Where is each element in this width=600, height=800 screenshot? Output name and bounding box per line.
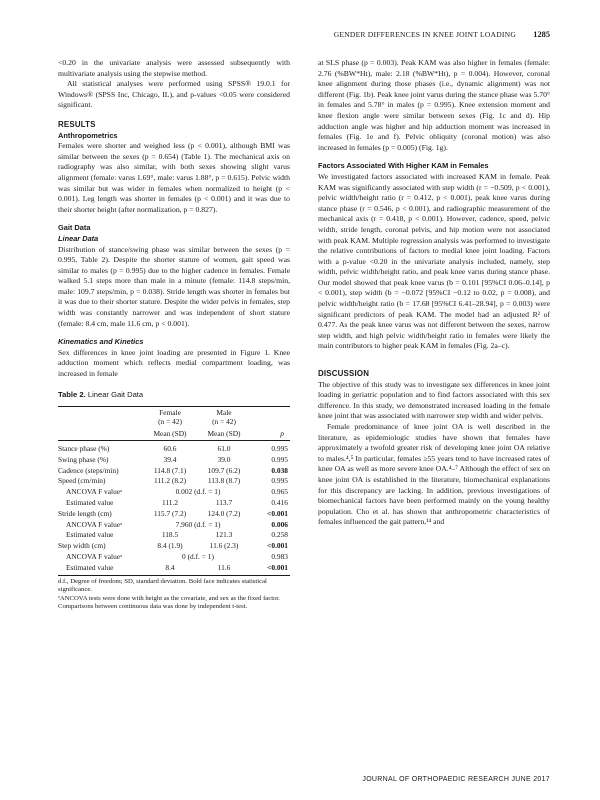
row-label: Step width (cm)	[58, 541, 106, 551]
cell-female: 8.4 (1.9)	[157, 541, 183, 551]
cell-p-value: 0.965	[271, 487, 288, 497]
left-column	[58, 58, 290, 612]
journal-footer: JOURNAL OF ORTHOPAEDIC RESEARCH JUNE 2017	[362, 776, 550, 783]
discussion-heading: DISCUSSION	[318, 369, 370, 379]
row-label: Estimated value	[66, 498, 114, 507]
cell-female: 111.2 (8.2)	[153, 476, 187, 486]
sub-female: Mean (SD)	[144, 428, 196, 440]
linear-data-heading: Linear Data	[58, 233, 99, 243]
page-number: 1285	[533, 30, 550, 39]
paragraph-discussion-2: Female predominance of knee joint OA is well described in the literature, as epidemiologic studies have shown that females have approximately a twofold greater risk of developing knee joint OA relative to males.⁴,⁵ In particular, females ≥55 years tend to have increased rates of knee OA as well as more severe knee OA.⁴–⁷ Although the effect of sex on knee joint OA is established in the literature, biomechanical explanations for this discrepancy are lacking. In addition, previous investigations of biomechanical factors have been performed mainly on the young healthy population. Cho et al. has shown that anthropometric characteristics of females influenced the gait pattern,¹⁴ and	[318, 422, 550, 527]
gait-data-heading: Gait Data	[58, 223, 91, 233]
cell-p-value: 0.416	[271, 498, 288, 507]
cell-male: 11.6 (2.3)	[209, 541, 239, 551]
table-row	[58, 476, 290, 487]
cell-male: 61.0	[217, 444, 231, 454]
col-female-header: Female (n = 42)	[144, 406, 196, 428]
ancova-value: 0.002 (d.f. = 1)	[175, 487, 221, 497]
paragraph-linear-data: Distribution of stance/swing phase was similar between the sexes (p = 0.995, Table 2). Despite the shorter stature of women, gait speed was similar to males (p = 0.995) due to the higher cadence in females. Female walked 5.1 steps more than male in a minute (female: 114.8 steps/min, male: 109.7 steps/min, p = 0.038). Stride length was shorter in females but it was due to their shorter stature. Despite the wider pelvis in females, step width was constantly narrower and was independent of short stature (female: 8.4 cm, male 11.6 cm, p < 0.001).	[58, 244, 290, 328]
cell-female: 60.6	[163, 444, 177, 454]
kinematics-heading: Kinematics and Kinetics	[58, 337, 144, 347]
cell-male: 109.7 (6.2)	[207, 465, 241, 475]
table-row	[58, 454, 290, 465]
row-label: ANCOVA F valueᵃ	[66, 519, 123, 529]
cell-female: 114.8 (7.1)	[153, 465, 187, 475]
cell-p-value: <0.001	[267, 508, 288, 518]
table-row	[58, 541, 290, 552]
table-caption-text: Linear Gait Data	[87, 389, 144, 399]
table-caption-label: Table 2.	[58, 389, 86, 399]
table-row	[58, 508, 290, 519]
table-note-abbrev: d.f., Degree of freedom; SD, standard deviation. Bold face indicates statistical significance.	[58, 577, 267, 594]
table-row	[58, 519, 290, 530]
cell-p-value: 0.995	[271, 454, 288, 464]
row-label: Stance phase (%)	[58, 444, 110, 454]
row-label: Stride length (cm)	[58, 508, 112, 518]
row-label: ANCOVA F valueᵃ	[66, 487, 123, 497]
cell-p-value: 0.995	[271, 444, 288, 454]
paragraph-statistics: All statistical analyses were performed using SPSS® 19.0.1 for Windows® (SPSS Inc, Chicago, IL), and p-values <0.05 were considered significant.	[58, 79, 290, 110]
cell-female: 118.5	[161, 530, 179, 540]
anthropometrics-heading: Anthropometrics	[58, 130, 118, 140]
table-note-ancova: ᵃANCOVA tests were done with height as the covariate, and sex as the fixed factor. Comparisons between continuous data was done by independent t-test.	[58, 594, 280, 611]
right-column	[318, 58, 550, 528]
gait-table	[58, 406, 290, 576]
col-male-header: Male (n = 42)	[196, 406, 252, 428]
cell-female: 8.4	[144, 562, 196, 575]
paragraph-factors: We investigated factors associated with increased KAM in female. Peak KAM was significantly associated with step width (r = −0.509, p < 0.001), pelvic width/height ratio (r = 0.412, p < 0.001), peak knee varus during stance phase (r = 0.546, p < 0.001), and radiographic measurement of the mechanical axis (r = 0.418, p < 0.001). However, cadence, speed, pelvic width, stride length, coronal pelvis, and hip motion were not associated with peak KAM. Multiple regression analysis was performed to investigate the relative contributions of factors to medial knee joint loading. Factors with a p-value <0.20 in the univariate analysis included, namely, step width, pelvic width/height ratio, and peak knee varus during stance phase. Our model showed that peak knee varus (b = 0.101 [95%CI 0.06–0.14], p < 0.001), step width (b = −0.072 [95%CI −0.12 to 0.02, p = 0.008), and pelvic width/height ratio (b = 17.68 [95%CI 6.41–28.94], p = 0.003) were significant predictors of peak KAM. The model had an adjusted R² of 0.477. As the peak knee varus was not different between the sexes, narrow step width, and high pelvic width/height ratio in females were likely the main contributors to higher peak KAM in females (Fig. 2a–c).	[318, 171, 550, 351]
row-label: Cadence (steps/min)	[58, 465, 119, 475]
table-row	[58, 530, 290, 541]
results-heading: RESULTS	[58, 119, 96, 129]
cell-male: 11.6	[196, 562, 252, 575]
table-row	[58, 551, 290, 562]
row-label: Speed (cm/min)	[58, 476, 106, 486]
row-label: Estimated value	[58, 562, 144, 575]
cell-male: 39.0	[217, 454, 231, 464]
factors-heading: Factors Associated With Higher KAM in Females	[318, 161, 489, 171]
cell-p-value: 0.258	[271, 530, 288, 540]
cell-female: 39.4	[163, 454, 177, 464]
cell-p-value: 0.995	[271, 476, 288, 486]
table-notes	[58, 578, 290, 612]
table-row	[58, 441, 290, 455]
sub-p: p	[252, 428, 290, 440]
sub-male: Mean (SD)	[196, 428, 252, 440]
table-row	[58, 498, 290, 509]
paragraph-anthropometrics: Females were shorter and weighed less (p < 0.001), although BMI was similar between the sexes (p = 0.654) (Table 1). The mechanical axis on radiography was also similar, with both sexes showing slight varus alignment (female: varus 1.69°, male: varus 1.88°, p = 0.615). Pelvic width was similar but was wider in females when normalized to height (p < 0.001). Leg length was shorter in females (p < 0.001) and it was due to their shorter height (after normalization, p = 0.827).	[58, 141, 290, 214]
cell-male: 113.7	[215, 498, 233, 507]
row-label: Estimated value	[66, 530, 114, 540]
cell-p-value: 0.038	[271, 465, 288, 475]
cell-male: 113.8 (8.7)	[207, 476, 241, 486]
paragraph-kinematics: Sex differences in knee joint loading are presented in Figure 1. Knee adduction moment which reflects medial compartment loading, was increased in female	[58, 347, 290, 379]
row-label: ANCOVA F valueᵃ	[66, 551, 123, 561]
cell-p-value: 0.006	[271, 519, 288, 529]
row-label: Swing phase (%)	[58, 454, 109, 464]
ancova-value: 7.960 (d.f. = 1)	[175, 519, 221, 529]
paragraph-discussion-1: The objective of this study was to investigate sex differences in knee joint loading in geriatric population and to find factors associated with this sex difference. In this study, we demonstrated increased loading in the female knee joint that was associated with narrower step width and wider pelvis.	[318, 379, 550, 421]
table-row	[58, 487, 290, 498]
cell-p-value: <0.001	[267, 541, 288, 551]
ancova-value: 0 (d.f. = 1)	[182, 551, 214, 561]
page-header	[58, 30, 550, 44]
table-2	[58, 390, 290, 612]
table-row	[58, 465, 290, 476]
cell-male: 121.3	[215, 530, 233, 540]
cell-p-value: <0.001	[252, 562, 290, 575]
paragraph-kinetics-cont: at SLS phase (p = 0.003). Peak KAM was also higher in females (female: 2.76 (%BW*Ht), male: 2.18 (%BW*Ht), p = 0.004). However, coronal knee alignment during those phases (i.e., dynamic alignment) was not different (Fig. 1b). Peak knee joint varus during the stance phase was 5.70° in females and 5.78° in males (p = 0.995). Knee extension moment and knee flexion angle were similar between sexes (Fig. 1c and d). Hip adduction angle was higher and hip adduction moment was increased in females (Fig. 1e and f). Pelvic obliquity (coronal motion) was also increased in females (p = 0.005) (Fig. 1g).	[318, 58, 550, 152]
table-caption	[58, 390, 290, 400]
running-title: GENDER DIFFERENCES IN KNEE JOINT LOADING	[333, 30, 516, 39]
table-row	[58, 562, 290, 575]
cell-male: 124.0 (7.2)	[207, 508, 241, 518]
cell-female: 115.7 (7.2)	[153, 508, 187, 518]
cell-p-value: 0.983	[271, 551, 288, 561]
paragraph-methods-end: <0.20 in the univariate analysis were assessed subsequently with multivariate analysis using the stepwise method.	[58, 58, 290, 78]
cell-female: 111.2	[161, 498, 179, 507]
